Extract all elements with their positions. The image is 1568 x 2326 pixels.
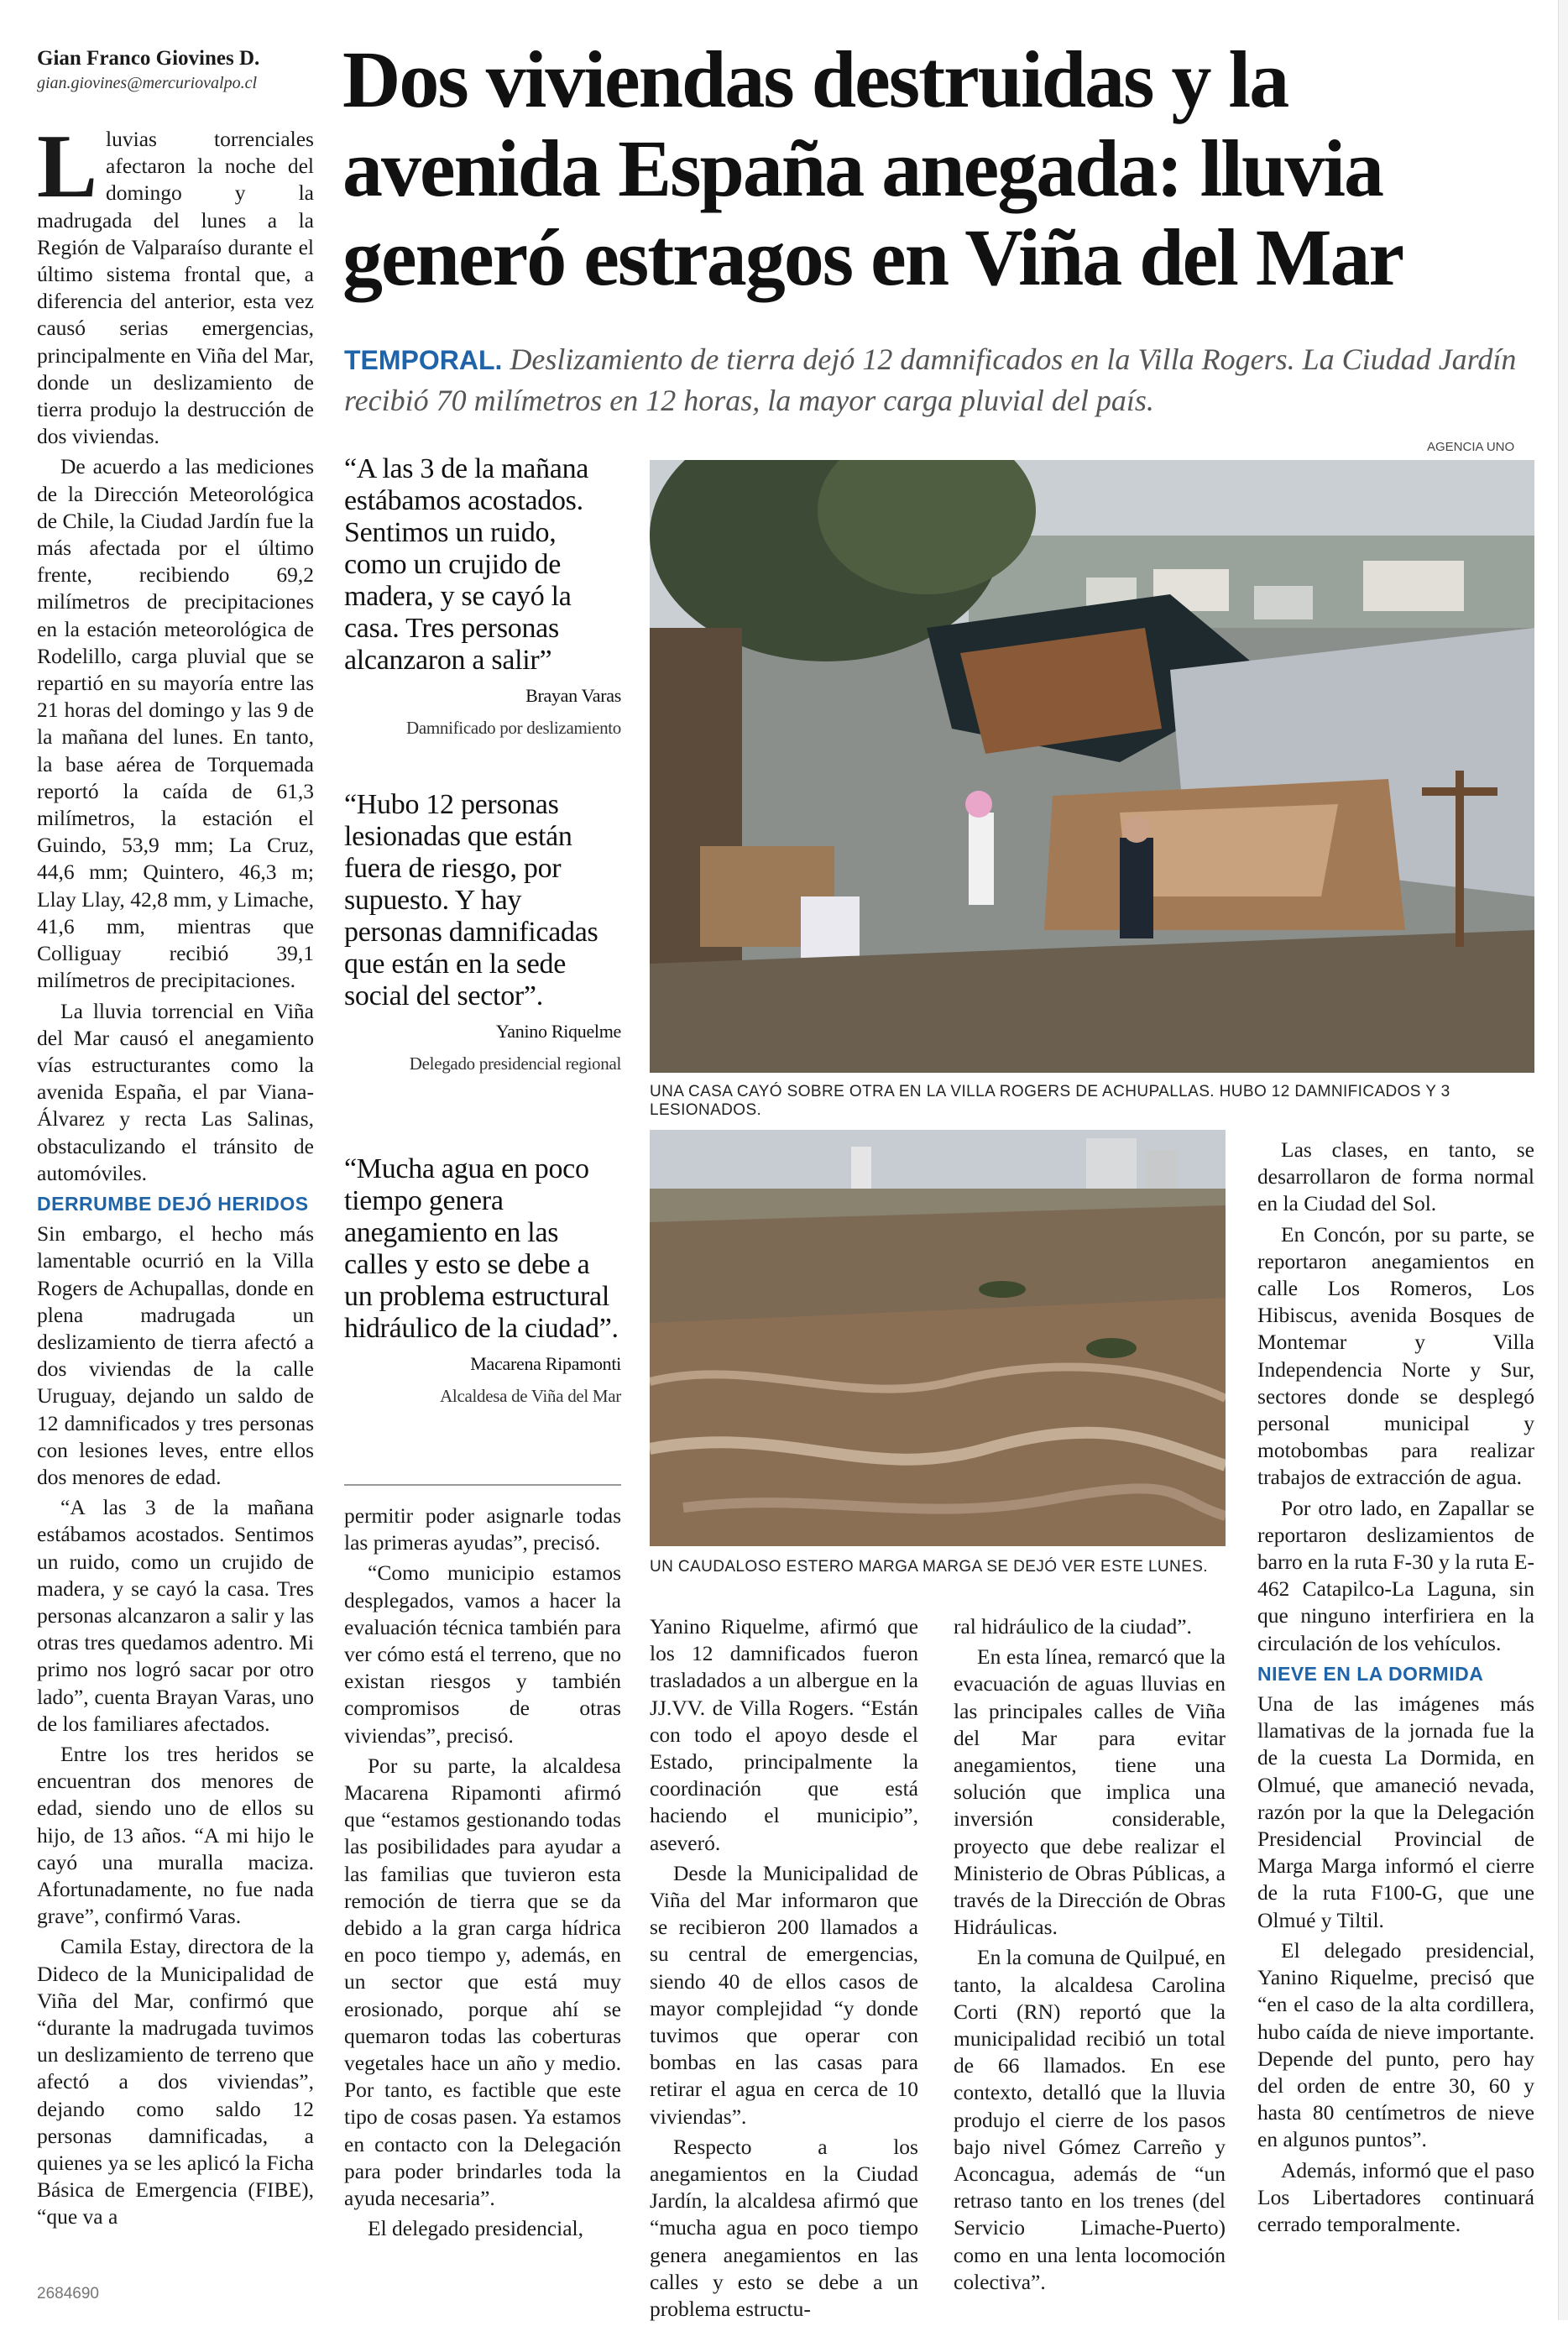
col2-p2: “Como municipio estamos desplegados, vamos a hacer la evaluación técnica también para ver cómo está el terreno, que no existan riesgos y también compromisos de otras viviendas”, precisó. xyxy=(344,1560,621,1748)
photo-flooded-estuary xyxy=(650,1130,1226,1546)
col3-p3: Respecto a los anegamientos en la Ciudad Jardín, la alcaldesa afirmó que “mucha agua en poco tiempo genera anegamientos en las calles y esto se debe a un problema estructu- xyxy=(650,2134,918,2322)
col1-p6: Entre los tres heridos se encuentran dos menores de edad, siendo uno de ellos su hijo, de 13 años. “A mi hijo le cayó una muralla maciza. Afortunadamente, no fue nada grave”, confirmó Varas. xyxy=(37,1741,314,1929)
quote-role: Alcaldesa de Viña del Mar xyxy=(440,1386,621,1406)
col5-p4: Una de las imágenes más llamativas de la jornada fue la de la cuesta La Dormida, en Olmué, que amaneció nevada, razón por la que la Delegación Presidencial Provincial de Marga Marga informó el cierre de la ruta F100-G, que une Olmué y Tiltil. xyxy=(1257,1691,1534,1932)
col5-p1: Las clases, en tanto, se desarrollaron de forma normal en la Ciudad del Sol. xyxy=(1257,1137,1534,1216)
col4-p1: ral hidráulico de la ciudad”. xyxy=(954,1614,1192,1639)
column-1 xyxy=(37,117,314,2235)
quote-role: Delegado presidencial regional xyxy=(409,1053,621,1074)
quote-text: “A las 3 de la mañana estábamos acostados. Sentimos un ruido, como un crujido de madera, y se cayó la casa. Tres personas alcanzaron a salir” xyxy=(344,453,589,676)
caption-photo-1: UNA CASA CAYÓ SOBRE OTRA EN LA VILLA ROGERS DE ACHUPALLAS. HUBO 12 DAMNIFICADOS Y 3 LESIONADOS. xyxy=(650,1083,1450,1119)
byline-author: Gian Franco Giovines D. xyxy=(37,47,260,70)
flooded-estuary-image xyxy=(650,1130,1226,1546)
caption-photo-2: UN CAUDALOSO ESTERO MARGA MARGA SE DEJÓ VER ESTE LUNES. xyxy=(650,1558,1208,1576)
quote-name: Yanino Riquelme xyxy=(495,1021,621,1042)
col3-p2: Desde la Municipalidad de Viña del Mar informaron que se recibieron 200 llamados a su central de emergencias, siendo 40 de ellos casos de mayor complejidad “y donde tuvimos que operar con bombas en las casas para retirar el agua en cerca de 10 viviendas”. xyxy=(650,1860,918,2129)
col4-p2: En esta línea, remarcó que la evacuación de aguas lluvias en las principales calles de Viña del Mar para evitar anegamientos, tiene una solución que implica una inversión considerable, proyecto que debe realizar el Ministerio de Obras Públicas, a través de la Dirección de Obras Hidráulicas. xyxy=(954,1644,1226,1940)
quote-role: Damnificado por deslizamiento xyxy=(405,718,621,738)
headline: Dos viviendas destruidas y la avenida España anegada: lluvia generó estragos en Viña del Mar xyxy=(342,34,1403,302)
photo-credit: AGENCIA UNO xyxy=(1427,440,1515,454)
lead xyxy=(344,339,1536,421)
pull-quote-1 xyxy=(344,453,621,744)
col3-p1: Yanino Riquelme, afirmó que los 12 damnificados fueron trasladados a un albergue en la JJ.VV. de Villa Rogers. “Están con todo el apoyo desde el Estado, principalmente la coordinación que está haciendo el municipio”, aseveró. xyxy=(650,1614,918,1855)
byline-email: gian.giovines@mercuriovalpo.cl xyxy=(37,74,258,92)
col5-p3: Por otro lado, en Zapallar se reportaron deslizamientos de barro en la ruta F-30 y la ruta E-462 Catapilco-La Laguna, sin que ninguno interfiriera en la circulación de los vehículos. xyxy=(1257,1495,1534,1655)
quote-text: “Mucha agua en poco tiempo genera anegamiento en las calles y esto se debe a un problema estructural hidráulico de la ciudad”. xyxy=(344,1153,619,1344)
col1-p1: luvias torrenciales afectaron la noche del domingo y la madrugada del lunes a la Región de Valparaíso durante el último sistema frontal que, a diferencia del anterior, esta vez causó serias emergencias, principalmente en Viña del Mar, donde un deslizamiento de tierra produjo la destrucción de dos viviendas. xyxy=(37,127,314,449)
column-5 xyxy=(1257,1137,1534,2241)
col5-p2: En Concón, por su parte, se reportaron anegamientos en calle Los Romeros, Los Hibiscus, avenida Bosques de Montemar y Villa Independencia Norte y Sur, sectores donde se desplegó personal municipal y motobombas para realizar trabajos de extracción de agua. xyxy=(1257,1221,1534,1490)
column-2 xyxy=(344,1503,621,2245)
dropcap: L xyxy=(37,117,98,217)
col2-p4: El delegado presidencial, xyxy=(368,2216,584,2241)
lead-kicker: TEMPORAL. xyxy=(344,345,503,375)
col2-p3: Por su parte, la alcaldesa Macarena Ripamonti afirmó que “estamos gestionando todas las posibilidades para ayudar a las familias que tuvieron esta remoción de tierra que se da debido a la gran carga hídrica en poco tiempo y, además, en un sector que está muy erosionado, porque ahí se quemaron todas las coberturas vegetales hace un año y medio. Por tanto, es factible que este tipo de cosas pasen. Ya estamos en contacto con la Delegación para poder brindarles toda la ayuda necesaria”. xyxy=(344,1753,621,2211)
col1-p5: “A las 3 de la mañana estábamos acostados. Sentimos un ruido, como un crujido de madera, y se cayó la casa. Tres personas alcanzaron a salir y las otras tres quedamos adentro. Mi primo nos logró sacar por otro lado”, cuenta Brayan Varas, uno de los familiares afectados. xyxy=(37,1495,314,1736)
divider xyxy=(344,1484,621,1486)
col1-p7: Camila Estay, directora de la Dideco de la Municipalidad de Viña del Mar, confirmó que “durante la madrugada tuvimos un deslizamiento de terreno que afectó a dos viviendas”, dejando como saldo 12 personas damnificadas, a quienes ya se les aplicó la Ficha Básica de Emergencia (FIBE), “que va a xyxy=(37,1934,314,2229)
col5-p5: El delegado presidencial, Yanino Riquelme, precisó que “en el caso de la alta cordillera, hubo caída de nieve importante. Depende del punto, pero hay del orden de entre 30, 60 y hasta 80 centímetros de nieve en algunos puntos”. xyxy=(1257,1937,1534,2152)
col5-p6: Además, informó que el paso Los Libertadores continuará cerrado temporalmente. xyxy=(1257,2157,1534,2236)
photo-collapsed-house xyxy=(650,460,1534,1073)
col1-p4: Sin embargo, el hecho más lamentable ocurrió en la Villa Rogers de Achupallas, donde en plena madrugada un deslizamiento de tierra afectó a dos viviendas de la calle Uruguay, dejando un saldo de 12 damnificados y tres personas con lesiones leves, entre ellos dos menores de edad. xyxy=(37,1221,314,1489)
quote-name: Macarena Ripamonti xyxy=(470,1353,621,1374)
adjacent-page-edge xyxy=(1558,0,1568,2320)
column-3 xyxy=(650,1613,918,2326)
col1-p2: De acuerdo a las mediciones de la Dirección Meteorológica de Chile, la Ciudad Jardín fue la más afectada por el último frente, recibiendo 69,2 milímetros de precipitaciones en la estación meteorológica de Rodelillo, carga pluvial que se repartió en su mayoría entre las 21 horas del domingo y las 9 de la mañana del lunes. En tanto, la base aérea de Torquemada reportó la caída de 61,3 milímetros, la estación el Guindo, 53,9 mm; La Cruz, 44,6 mm; Quintero, 46,3 m; Llay Llay, 42,8 mm, y Limache, 41,6 mm, mientras que Colliguay recibió 39,1 milímetros de precipitaciones. xyxy=(37,454,314,993)
column-4 xyxy=(954,1613,1226,2299)
pull-quote-2 xyxy=(344,789,621,1079)
quote-text: “Hubo 12 personas lesionadas que están fuera de riesgo, por supuesto. Y hay personas damnificadas que están en la sede social del sector”. xyxy=(344,789,598,1011)
pull-quote-3 xyxy=(344,1153,621,1412)
lead-text: Deslizamiento de tierra dejó 12 damnificados en la Villa Rogers. La Ciudad Jardín recibió 70 milímetros en 12 horas, la mayor carga pluvial del país. xyxy=(344,342,1517,417)
collapsed-house-image xyxy=(650,460,1534,1073)
subheading-derrumbe: DERRUMBE DEJÓ HERIDOS xyxy=(37,1192,309,1215)
col4-p3: En la comuna de Quilpué, en tanto, la alcaldesa Carolina Corti (RN) reportó que la municipalidad recibió un total de 66 llamados. En ese contexto, detalló que la lluvia produjo el cierre de los pasos bajo nivel Gómez Carreño y Aconcagua, además de “un retraso tanto en los trenes (del Servicio Limache-Puerto) como en una lenta locomoción colectiva”. xyxy=(954,1945,1226,2294)
col1-p3: La lluvia torrencial en Viña del Mar causó el anegamiento vías estructurantes como la avenida España, el par Viana-Álvarez y recta Las Salinas, obstaculizando el tránsito de automóviles. xyxy=(37,998,314,1185)
footer-id: 2684690 xyxy=(37,2285,99,2302)
col2-p1: permitir poder asignarle todas las primeras ayudas”, precisó. xyxy=(344,1503,621,1555)
quote-name: Brayan Varas xyxy=(525,685,621,706)
subheading-nieve: NIEVE EN LA DORMIDA xyxy=(1257,1662,1484,1685)
